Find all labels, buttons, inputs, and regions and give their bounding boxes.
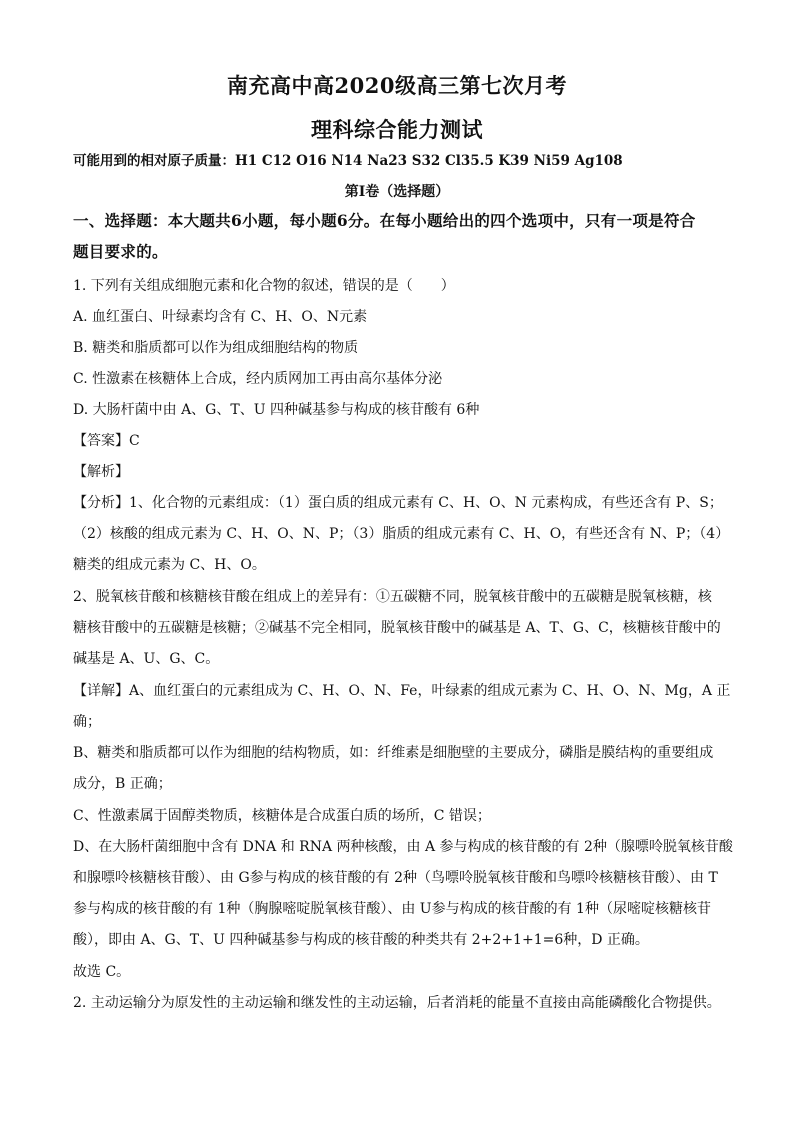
analysis-line: 参与构成的核苷酸的有 1种（胸腺嘧啶脱氧核苷酸）、由 U参与构成的核苷酸的有 1种（尿嘧啶核糖核苷	[73, 901, 711, 917]
question-1-option-a: A. 血红蛋白、叶绿素均含有 C、H、O、N元素	[73, 309, 368, 325]
analysis-line: 成分，B 正确；	[73, 776, 172, 792]
section-instructions-line-1: 一、选择题：本大题共6小题，每小题6分。在每小题给出的四个选项中，只有一项是符合	[73, 211, 696, 230]
analysis-line: （2）核酸的组成元素为 C、H、O、N、P；（3）脂质的组成元素有 C、H、O，有些还含有 N、P；（4）	[73, 526, 730, 542]
analysis-line: 2、脱氧核苷酸和核糖核苷酸在组成上的差异有：①五碳糖不同，脱氧核苷酸中的五碳糖是脱氧核糖，核	[73, 589, 712, 605]
question-1-option-d: D. 大肠杆菌中由 A、G、T、U 四种碱基参与构成的核苷酸有 6种	[73, 402, 480, 418]
question-1-answer: 【答案】C	[73, 433, 140, 449]
analysis-line: D、在大肠杆菌细胞中含有 DNA 和 RNA 两种核酸，由 A 参与构成的核苷酸的有 2种（腺嘌呤脱氧核苷酸	[73, 839, 733, 855]
question-1-stem: 1. 下列有关组成细胞元素和化合物的叙述，错误的是（ ）	[73, 278, 455, 294]
analysis-line: 碱基是 A、U、G、C。	[73, 651, 220, 667]
analysis-line: 【分析】1、化合物的元素组成：（1）蛋白质的组成元素有 C、H、O、N 元素构成，有些还含有 P、S；	[73, 495, 723, 511]
analysis-line: 【详解】A、血红蛋白的元素组成为 C、H、O、N、Fe，叶绿素的组成元素为 C、H、O、N、Mg，A 正	[73, 683, 731, 699]
question-2-stem: 2. 主动运输分为原发性的主动运输和继发性的主动运输，后者消耗的能量不直接由高能磷酸化合物提供。	[73, 995, 721, 1011]
analysis-line: 糖类的组成元素为 C、H、O。	[73, 557, 266, 573]
question-1-analysis-label: 【解析】	[73, 464, 129, 480]
section-instructions-line-2: 题目要求的。	[73, 242, 168, 261]
volume-heading: 第Ⅰ卷（选择题）	[344, 184, 450, 200]
analysis-line: B、糖类和脂质都可以作为细胞的结构物质，如：纤维素是细胞壁的主要成分，磷脂是膜结构的重要组成	[73, 745, 714, 761]
analysis-line: 糖核苷酸中的五碳糖是核糖；②碱基不完全相同，脱氧核苷酸中的碱基是 A、T、G、C，核糖核苷酸中的	[73, 620, 721, 636]
analysis-line: 酸），即由 A、G、T、U 四种碱基参与构成的核苷酸的种类共有 2+2+1+1=6种，D 正确。	[73, 932, 649, 948]
exam-title: 南充高中高2020级高三第七次月考	[227, 73, 567, 98]
question-1-option-c: C. 性激素在核糖体上合成，经内质网加工再由高尔基体分泌	[73, 371, 443, 387]
analysis-conclusion: 故选 C。	[73, 964, 131, 980]
analysis-line: 确；	[73, 714, 101, 730]
analysis-line: C、性激素属于固醇类物质，核糖体是合成蛋白质的场所，C 错误；	[73, 808, 491, 824]
exam-subtitle: 理科综合能力测试	[311, 117, 483, 142]
question-1-option-b: B. 糖类和脂质都可以作为组成细胞结构的物质	[73, 340, 359, 356]
analysis-line: 和腺嘌呤核糖核苷酸）、由 G参与构成的核苷酸的有 2种（鸟嘌呤脱氧核苷酸和鸟嘌呤核糖核苷酸）、由 T	[73, 870, 718, 886]
atomic-masses-line: 可能用到的相对原子质量：H1 C12 O16 N14 Na23 S32 Cl35.5 K39 Ni59 Ag108	[73, 153, 623, 169]
